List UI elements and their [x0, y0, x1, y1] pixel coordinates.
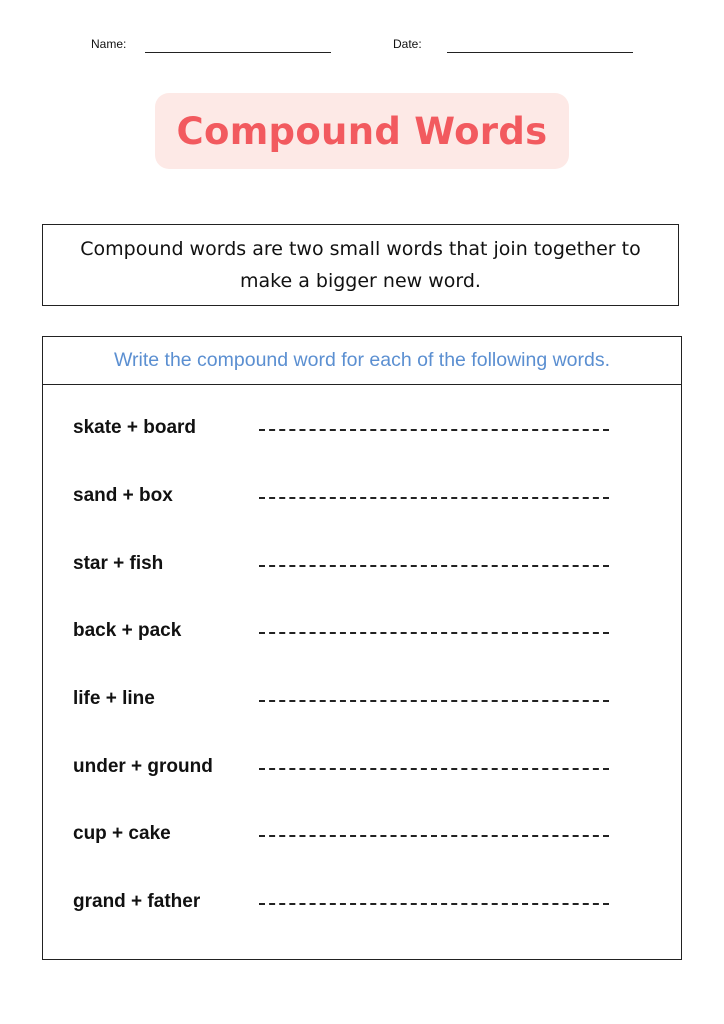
answer-line[interactable]: [259, 429, 609, 431]
date-field[interactable]: [447, 52, 633, 53]
answer-line[interactable]: [259, 632, 609, 634]
word-pair: back + pack: [73, 620, 182, 641]
answer-line[interactable]: [259, 768, 609, 770]
date-label: Date:: [393, 37, 422, 51]
word-pair: grand + father: [73, 891, 201, 912]
word-pair: star + fish: [73, 553, 164, 574]
instructions-header: [43, 337, 681, 385]
instructions-text: Write the compound word for each of the following words.: [113, 349, 611, 371]
exercise-row: [43, 413, 681, 443]
answer-line[interactable]: [259, 835, 609, 837]
title-banner: [155, 93, 569, 169]
answer-line[interactable]: [259, 497, 609, 499]
word-pair: life + line: [73, 688, 155, 709]
exercise-box: [42, 336, 682, 960]
exercise-row: [43, 481, 681, 511]
answer-line[interactable]: [259, 903, 609, 905]
name-field[interactable]: [145, 52, 331, 53]
word-pair: skate + board: [73, 417, 197, 438]
exercise-row: [43, 616, 681, 646]
word-pair: under + ground: [73, 756, 213, 777]
exercise-row: [43, 752, 681, 782]
definition-text: Compound words are two small words that join together to make a bigger new word.: [80, 238, 641, 292]
name-label: Name:: [91, 37, 127, 51]
word-pair: cup + cake: [73, 823, 171, 844]
exercise-row: [43, 819, 681, 849]
word-pair: sand + box: [73, 485, 173, 506]
exercise-row: [43, 887, 681, 917]
exercise-row: [43, 684, 681, 714]
definition-box: [42, 224, 679, 306]
header-row: [0, 37, 724, 57]
answer-line[interactable]: [259, 700, 609, 702]
answer-line[interactable]: [259, 565, 609, 567]
exercise-row: [43, 549, 681, 579]
page-title: Compound Words: [176, 109, 548, 153]
